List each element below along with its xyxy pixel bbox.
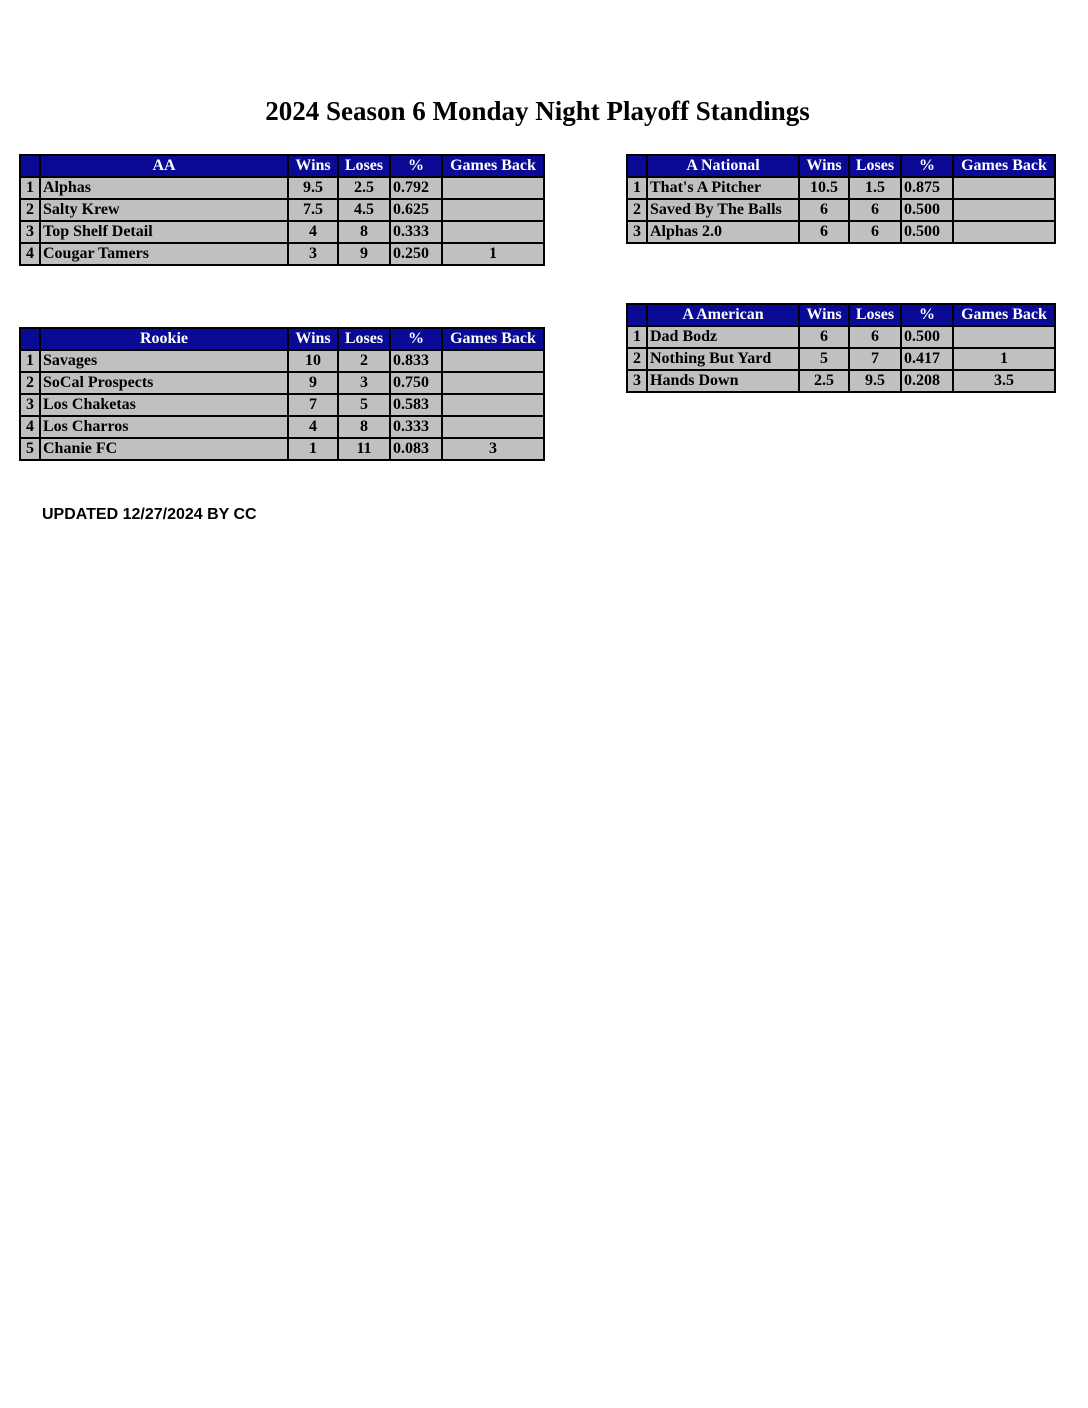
pct-header: % [390,155,442,177]
wins-cell: 9.5 [288,177,338,199]
rank-cell: 3 [627,221,647,243]
wins-cell: 5 [799,348,849,370]
loses-cell: 4.5 [338,199,390,221]
division-name: A American [647,304,799,326]
games-back-cell: 3 [442,438,544,460]
wins-cell: 9 [288,372,338,394]
pct-cell: 0.333 [390,416,442,438]
loses-cell: 8 [338,416,390,438]
games-back-cell [953,326,1055,348]
rank-header [627,304,647,326]
games-back-header: Games Back [953,304,1055,326]
rank-cell: 2 [627,348,647,370]
pct-cell: 0.417 [901,348,953,370]
team-cell: Alphas 2.0 [647,221,799,243]
table-row [20,350,544,372]
rank-header [627,155,647,177]
pct-cell: 0.625 [390,199,442,221]
updated-note: UPDATED 12/27/2024 BY CC [42,506,257,523]
rank-cell: 2 [627,199,647,221]
team-cell: Los Charros [40,416,288,438]
loses-cell: 1.5 [849,177,901,199]
rank-cell: 3 [20,394,40,416]
table-header-row [20,328,544,350]
wins-cell: 7.5 [288,199,338,221]
games-back-cell [953,221,1055,243]
loses-cell: 6 [849,199,901,221]
table-row [627,348,1055,370]
rank-cell: 1 [627,326,647,348]
rank-cell: 4 [20,243,40,265]
team-cell: Hands Down [647,370,799,392]
wins-cell: 4 [288,221,338,243]
standings-table-a-national [626,154,1056,244]
loses-cell: 9 [338,243,390,265]
loses-cell: 7 [849,348,901,370]
games-back-cell: 1 [953,348,1055,370]
rank-header [20,155,40,177]
wins-cell: 2.5 [799,370,849,392]
games-back-cell [442,221,544,243]
table-row [627,199,1055,221]
rank-header [20,328,40,350]
games-back-cell: 3.5 [953,370,1055,392]
team-cell: Chanie FC [40,438,288,460]
games-back-cell [442,372,544,394]
division-name: AA [40,155,288,177]
table-row [20,243,544,265]
table-header-row [627,155,1055,177]
pct-cell: 0.792 [390,177,442,199]
table-row [627,326,1055,348]
division-name: Rookie [40,328,288,350]
page-title: 2024 Season 6 Monday Night Playoff Standings [265,96,810,126]
loses-cell: 5 [338,394,390,416]
rank-cell: 1 [20,177,40,199]
wins-cell: 10.5 [799,177,849,199]
games-back-cell [442,177,544,199]
loses-header: Loses [849,155,901,177]
wins-cell: 7 [288,394,338,416]
wins-cell: 6 [799,326,849,348]
standings-table-aa [19,154,545,266]
table-header-row [20,155,544,177]
wins-header: Wins [799,304,849,326]
team-cell: Alphas [40,177,288,199]
games-back-cell [442,416,544,438]
loses-header: Loses [338,155,390,177]
team-cell: That's A Pitcher [647,177,799,199]
loses-cell: 3 [338,372,390,394]
pct-cell: 0.583 [390,394,442,416]
team-cell: SoCal Prospects [40,372,288,394]
pct-cell: 0.500 [901,326,953,348]
loses-cell: 11 [338,438,390,460]
pct-header: % [390,328,442,350]
wins-cell: 3 [288,243,338,265]
rank-cell: 2 [20,199,40,221]
table-row [20,221,544,243]
pct-cell: 0.750 [390,372,442,394]
table-row [20,372,544,394]
wins-cell: 6 [799,221,849,243]
rank-cell: 1 [627,177,647,199]
loses-cell: 2.5 [338,177,390,199]
wins-cell: 10 [288,350,338,372]
loses-cell: 6 [849,221,901,243]
division-name: A National [647,155,799,177]
games-back-header: Games Back [442,155,544,177]
wins-cell: 4 [288,416,338,438]
team-cell: Salty Krew [40,199,288,221]
rank-cell: 3 [20,221,40,243]
loses-cell: 6 [849,326,901,348]
games-back-header: Games Back [953,155,1055,177]
pct-header: % [901,304,953,326]
table-row [20,438,544,460]
table-header-row [627,304,1055,326]
wins-header: Wins [288,155,338,177]
wins-header: Wins [799,155,849,177]
pct-header: % [901,155,953,177]
table-row [627,221,1055,243]
pct-cell: 0.833 [390,350,442,372]
games-back-cell: 1 [442,243,544,265]
pct-cell: 0.500 [901,221,953,243]
rank-cell: 5 [20,438,40,460]
table-row [627,177,1055,199]
table-row [20,416,544,438]
table-row [20,199,544,221]
wins-cell: 6 [799,199,849,221]
games-back-cell [442,199,544,221]
wins-cell: 1 [288,438,338,460]
games-back-cell [953,199,1055,221]
team-cell: Savages [40,350,288,372]
games-back-cell [442,350,544,372]
loses-cell: 9.5 [849,370,901,392]
loses-header: Loses [849,304,901,326]
pct-cell: 0.083 [390,438,442,460]
team-cell: Dad Bodz [647,326,799,348]
team-cell: Los Chaketas [40,394,288,416]
loses-cell: 2 [338,350,390,372]
team-cell: Nothing But Yard [647,348,799,370]
team-cell: Cougar Tamers [40,243,288,265]
games-back-cell [953,177,1055,199]
rank-cell: 1 [20,350,40,372]
table-row [20,394,544,416]
games-back-cell [442,394,544,416]
table-row [20,177,544,199]
standings-table-rookie [19,327,545,461]
team-cell: Saved By The Balls [647,199,799,221]
team-cell: Top Shelf Detail [40,221,288,243]
loses-cell: 8 [338,221,390,243]
pct-cell: 0.500 [901,199,953,221]
rank-cell: 4 [20,416,40,438]
games-back-header: Games Back [442,328,544,350]
rank-cell: 3 [627,370,647,392]
loses-header: Loses [338,328,390,350]
table-row [627,370,1055,392]
wins-header: Wins [288,328,338,350]
rank-cell: 2 [20,372,40,394]
pct-cell: 0.875 [901,177,953,199]
pct-cell: 0.208 [901,370,953,392]
pct-cell: 0.333 [390,221,442,243]
standings-table-a-american [626,303,1056,393]
pct-cell: 0.250 [390,243,442,265]
